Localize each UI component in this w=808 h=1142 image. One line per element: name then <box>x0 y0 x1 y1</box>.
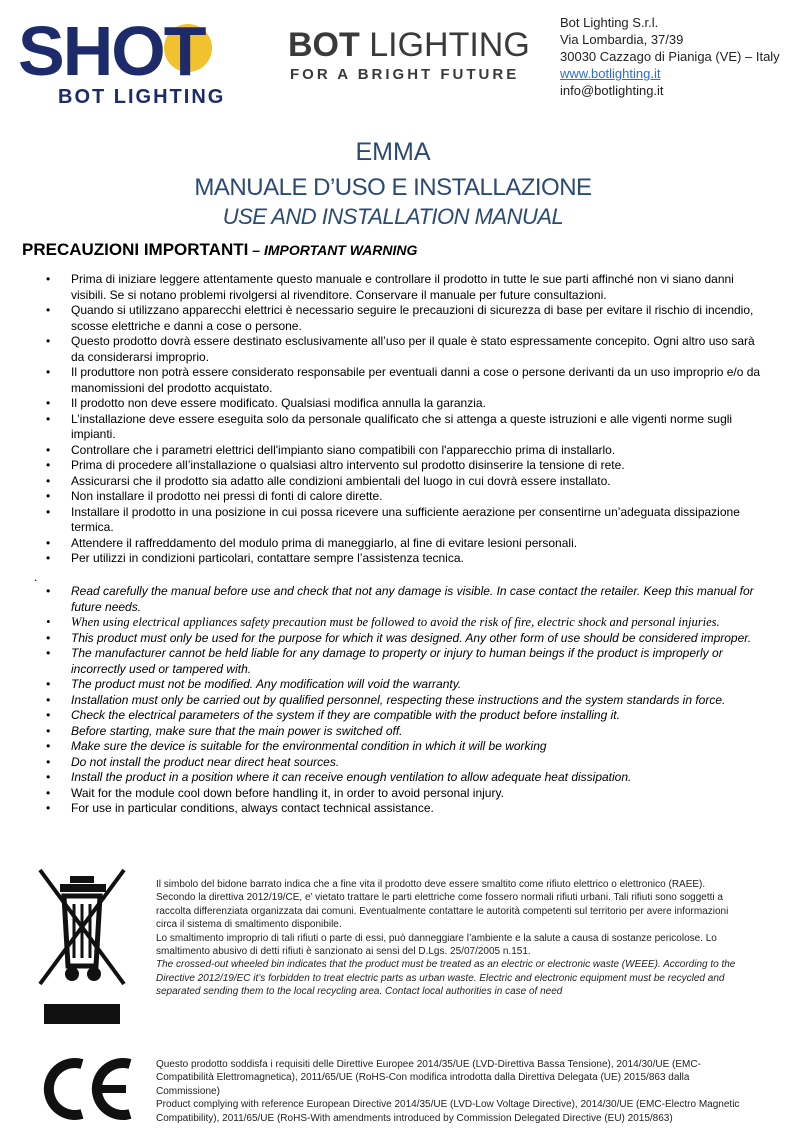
list-item: • Quando si utilizzano apparecchi elettrici è necessario seguire le precauzioni di sicurezza di base per evitare il rischio di incendio, scosse elettriche e danni a cose o persone. <box>44 303 764 334</box>
shot-logo <box>18 14 240 110</box>
list-item: • Make sure the device is suitable for the environmental condition in which it will be working <box>44 739 764 755</box>
company-address <box>560 14 780 99</box>
weee-text-it: Il simbolo del bidone barrato indica che a fine vita il prodotto deve essere smaltito come rifiuto elettrico o elettronico (RAEE). Secondo la direttiva 2012/19/CE, e’ vietato trattare le parti elettriche come fossero normali rifiuti urbani. Tali rifiuti sono soggetti a raccolta differenziata organizzata dai comuni. Eventualmente contattare le autorità competenti sul territorio per avere informazioni circa il sistema di smaltimento disponibile. <box>156 879 729 931</box>
list-item: • Do not install the product near direct heat sources. <box>44 755 764 771</box>
list-item: • Attendere il raffreddamento del modulo prima di maneggiarlo, al fine di evitare lesioni personali. <box>44 536 764 552</box>
list-item: • Installare il prodotto in una posizione in cui possa ricevere una sufficiente aerazione per consentirne un’adeguata dissipazione termica. <box>44 505 764 536</box>
list-item: • The product must not be modified. Any modification will void the warranty. <box>44 677 764 693</box>
list-item: • Non installare il prodotto nei pressi di fonti di calore dirette. <box>44 489 764 505</box>
warnings-list-en <box>44 584 764 817</box>
list-item: • Before starting, make sure that the main power is switched off. <box>44 724 764 740</box>
company-email: info@botlighting.it <box>560 83 664 98</box>
ce-text-en: Product complying with reference European Directive 2014/35/UE (LVD-Low Voltage Directive), 2014/30/UE (EMC-Electro Magnetic Compatibility), 2011/65/UE (RoHS-With amendments introduced by Commission Delegated Directive (EU) 2015/863) <box>156 1099 740 1124</box>
website-link[interactable]: www.botlighting.it <box>560 66 661 81</box>
list-item: • The manufacturer cannot be held liable for any damage to property or injury to human beings if the product is improperly or incorrectly used or tampered with. <box>44 646 764 677</box>
list-item: • Installation must only be carried out by qualified personnel, respecting these instructions and the system standards in force. <box>44 693 764 709</box>
weee-text-it-2: Lo smaltimento improprio di tali rifiuti o parte di essi, può danneggiare l’ambiente e la salute a causa di sostanze pericolose. Lo smaltimento abusivo di detti rifiuti è sanzionato ai sensi del D.Lgs. 25/07/2005 n.151. <box>156 932 717 958</box>
list-item: • Controllare che i parametri elettrici dell'impianto siano compatibili con l'apparecchio prima di installarlo. <box>44 443 764 459</box>
bot-lighting-logo <box>288 26 530 86</box>
shot-logo-subtitle: BOT LIGHTING <box>58 86 226 108</box>
list-item: • Install the product in a position where it can receive enough ventilation to allow adequate heat dissipation. <box>44 770 764 786</box>
ce-text-it: Questo prodotto soddisfa i requisiti delle Direttive Europee 2014/35/UE (LVD-Direttiva Bassa Tensione), 2014/30/UE (EMC-Compatibilità Elettromagnetica), 2011/65/UE (RoHS-Con modifica introdotta dalla Direttiva Delegata (UE) 2015/863 dalla Commissione) <box>156 1059 701 1097</box>
list-item: • Prima di iniziare leggere attentamente questo manuale e controllare il prodotto in tutte le sue parti affinché non vi siano danni visibili. Se si notano problemi rivolgersi al rivenditore. Conservare il manuale per future consultazioni. <box>44 272 764 303</box>
section-title-en: IMPORTANT WARNING <box>263 242 418 258</box>
manual-title-it: MANUALE D’USO E INSTALLAZIONE <box>194 174 592 201</box>
product-title: EMMA <box>355 138 431 166</box>
company-city: 30030 Cazzago di Pianiga (VE) – Italy <box>560 49 780 64</box>
bot-logo-word <box>288 26 530 64</box>
list-item: • Assicurarsi che il prodotto sia adatto alle condizioni ambientali del luogo in cui dovrà essere installato. <box>44 474 764 490</box>
manual-title-en: USE AND INSTALLATION MANUAL <box>222 204 564 229</box>
warnings-list-it <box>44 272 764 567</box>
list-item: • Wait for the module cool down before handling it, in order to avoid personal injury. <box>44 786 764 802</box>
bot-logo-tagline: FOR A BRIGHT FUTURE <box>290 66 520 83</box>
ce-notice <box>156 1058 746 1125</box>
list-item: • Read carefully the manual before use and check that not any damage is visible. In case contact the retailer. Keep this manual for future needs. <box>44 584 764 615</box>
list-item: • Il produttore non potrà essere considerato responsabile per eventuali danni a cose o persone derivanti da un uso improprio e/o da manomissioni del prodotto acquistato. <box>44 365 764 396</box>
section-title-it: PRECAUZIONI IMPORTANTI <box>22 240 249 259</box>
crossed-out-wheeled-bin-icon <box>36 866 128 1026</box>
list-item: • For use in particular conditions, always contact technical assistance. <box>44 801 764 817</box>
ce-mark-icon <box>38 1054 138 1124</box>
section-separator: – <box>248 242 264 258</box>
list-item: • Il prodotto non deve essere modificato. Qualsiasi modifica annulla la garanzia. <box>44 396 764 412</box>
list-item: • When using electrical appliances safety precaution must be followed to avoid the risk of fire, electric shock and personal injuries. <box>44 615 764 631</box>
list-item: • Per utilizzi in condizioni particolari, contattare sempre l’assistenza tecnica. <box>44 551 764 567</box>
bot-logo-bold: BOT <box>288 26 360 64</box>
shot-logo-word: SHOT <box>18 12 205 90</box>
company-street: Via Lombardia, 37/39 <box>560 32 684 47</box>
weee-notice <box>156 878 746 999</box>
bot-logo-light: LIGHTING <box>359 26 530 64</box>
section-heading <box>22 240 417 260</box>
weee-text-en: The crossed-out wheeled bin indicates that the product must be treated as an electric or electronic waste (WEEE). According to the Directive 2012/19/EC it’s forbidden to treat electric parts as urban waste. Electric and electronic equipment must be recycled and separated sending them to the local recycling area. Contact local authorities in case of need <box>156 959 736 998</box>
list-item: • This product must only be used for the purpose for which it was designed. Any other form of use should be considered improper. <box>44 631 764 647</box>
list-item: • Questo prodotto dovrà essere destinato esclusivamente all’uso per il quale è stato espressamente concepito. Ogni altro uso sarà da considerarsi improprio. <box>44 334 764 365</box>
list-item: • Check the electrical parameters of the system if they are compatible with the product before installing it. <box>44 708 764 724</box>
separator-dot: . <box>34 570 38 584</box>
company-name: Bot Lighting S.r.l. <box>560 15 659 30</box>
list-item: • L’installazione deve essere eseguita solo da personale qualificato che si attenga a queste istruzioni e alle vigenti norme sugli impianti. <box>44 412 764 443</box>
list-item: • Prima di procedere all’installazione o qualsiasi altro intervento sul prodotto disinserire la tensione di rete. <box>44 458 764 474</box>
